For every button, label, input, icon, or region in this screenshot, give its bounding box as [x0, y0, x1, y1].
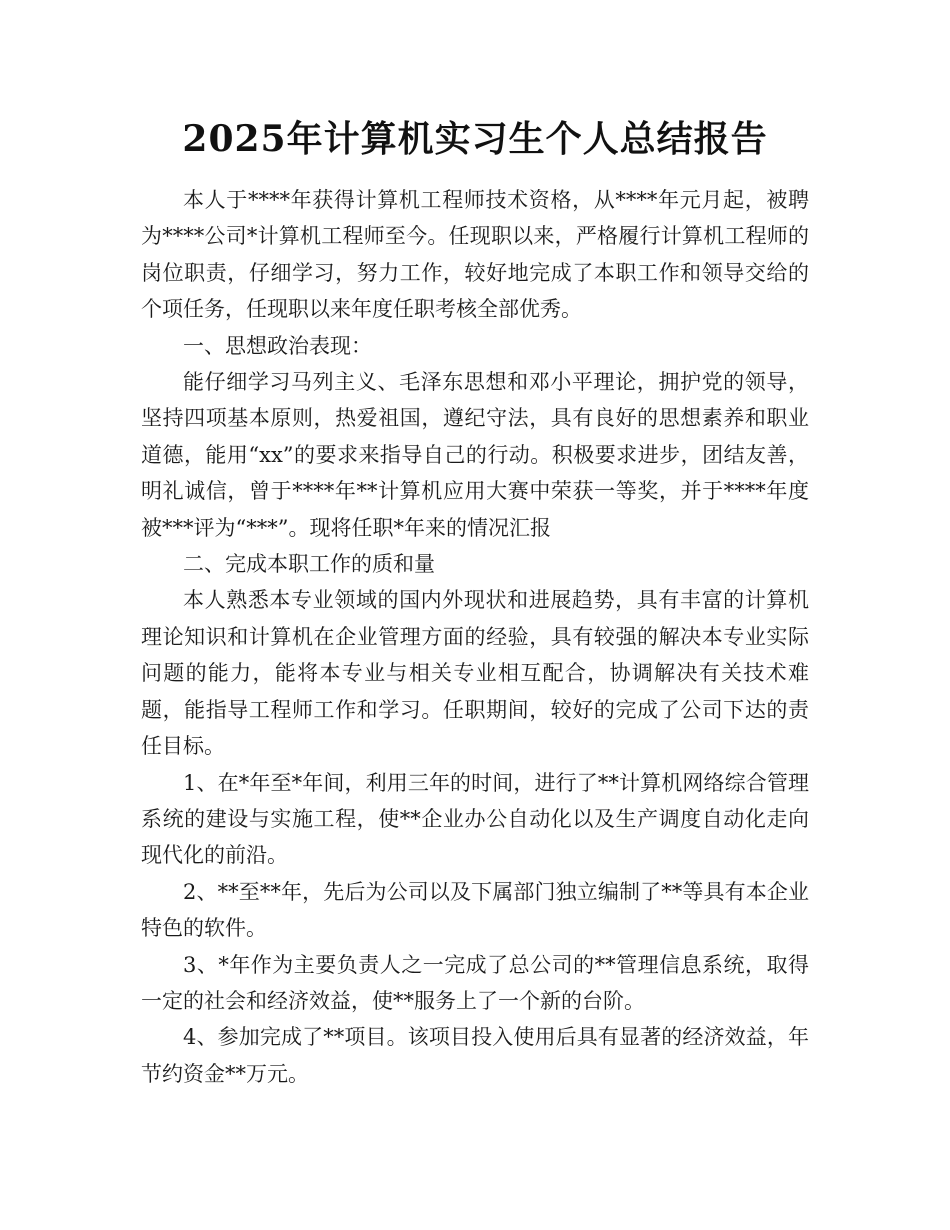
- list-item-2: 2、**至**年，先后为公司以及下属部门独立编制了**等具有本企业特色的软件。: [141, 879, 809, 941]
- document-title: 2025年计算机实习生个人总结报告: [182, 118, 768, 160]
- section-heading-work: 二、完成本职工作的质和量: [183, 552, 435, 577]
- section-heading-political: 一、思想政治表现：: [183, 333, 372, 358]
- list-item-3: 3、*年作为主要负责人之一完成了总公司的**管理信息系统，取得一定的社会和经济效益，使**服务上了一个新的台阶。: [141, 952, 809, 1013]
- list-item-1: 1、在*年至*年间，利用三年的时间，进行了**计算机网络综合管理系统的建设与实施工程，使**企业办公自动化以及生产调度自动化走向现代化的前沿。: [141, 770, 809, 868]
- intro-paragraph: 本人于****年获得计算机工程师技术资格，从****年元月起，被聘为****公司*计算机工程师至今。任现职以来，严格履行计算机工程师的岗位职责，仔细学习，努力工作，较好地完成了本职工作和领导交给的个项任务，任现职以来年度任职考核全部优秀。: [141, 188, 809, 322]
- work-paragraph: 本人熟悉本专业领域的国内外现状和进展趋势，具有丰富的计算机理论知识和计算机在企业管理方面的经验，具有较强的解决本专业实际问题的能力，能将本专业与相关专业相互配合，协调解决有关技术难题，能指导工程师工作和学习。任职期间，较好的完成了公司下达的责任目标。: [141, 588, 809, 759]
- list-item-4: 4、参加完成了**项目。该项目投入使用后具有显著的经济效益，年节约资金**万元。: [141, 1025, 809, 1086]
- document-body: [141, 182, 809, 1092]
- political-paragraph: 能仔细学习马列主义、毛泽东思想和邓小平理论，拥护党的领导，坚持四项基本原则，热爱祖国，遵纪守法，具有良好的思想素养和职业道德，能用“xx”的要求来指导自己的行动。积极要求进步，团结友善，明礼诚信，曾于****年**计算机应用大赛中荣获一等奖，并于****年度被***评为“***”。现将任职*年来的情况汇报: [141, 370, 809, 540]
